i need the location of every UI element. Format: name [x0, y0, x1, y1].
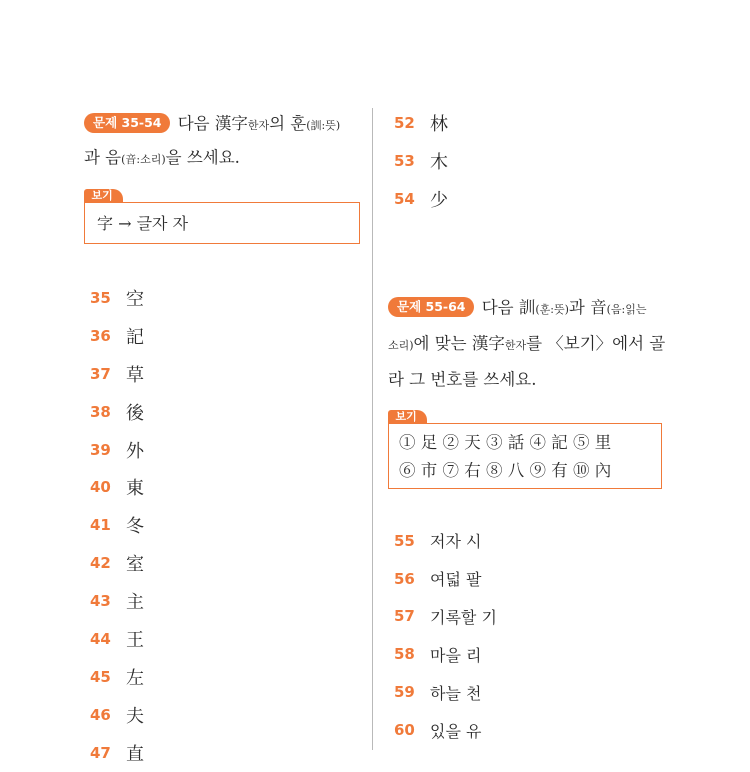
question-number: 42 — [90, 554, 111, 573]
problem-badge-55-64: 문제 55-64 — [388, 297, 474, 317]
instruction-text: 에 맞는 漢字 — [413, 333, 505, 353]
question-number: 46 — [90, 705, 111, 724]
question-hanja: 記 — [126, 326, 144, 348]
question-hanja: 直 — [126, 743, 144, 765]
question-list-55-60 — [388, 522, 666, 749]
question-meaning: 여덟 팔 — [430, 570, 482, 589]
question-item — [84, 620, 362, 658]
instruction-small: 소리) — [388, 338, 414, 352]
instruction-small: (훈:뜻) — [535, 302, 569, 316]
question-item — [388, 180, 666, 218]
problem-badge-35-54: 문제 35-54 — [84, 113, 170, 133]
question-item — [388, 104, 666, 142]
example-label: 보기 — [84, 189, 123, 203]
instruction-small: 한자 — [247, 119, 270, 132]
question-item — [388, 522, 666, 560]
question-hanja: 少 — [430, 189, 448, 211]
question-item — [388, 597, 666, 635]
question-number: 44 — [90, 629, 111, 648]
right-column — [388, 104, 666, 749]
question-hanja: 草 — [126, 364, 144, 386]
question-item — [84, 431, 362, 469]
question-hanja: 主 — [126, 592, 144, 614]
question-number: 58 — [394, 645, 415, 664]
instruction-text: 과 音 — [568, 297, 607, 317]
example-choices-row-1: ① 足 ② 天 ③ 話 ④ 記 ⑤ 里 — [399, 432, 612, 452]
instruction-line-1 — [388, 291, 666, 327]
instruction-text: 를 〈보기〉에서 골 — [526, 333, 666, 353]
question-number: 57 — [394, 607, 415, 626]
instruction-text: 을 쓰세요. — [165, 148, 240, 167]
question-hanja: 林 — [430, 113, 448, 135]
question-number: 47 — [90, 743, 111, 762]
question-number: 45 — [90, 667, 111, 686]
question-meaning: 마을 리 — [430, 645, 482, 665]
question-item — [84, 658, 362, 696]
question-hanja: 東 — [126, 478, 144, 500]
example-text: 字 → 글자 자 — [97, 214, 189, 233]
left-column — [84, 108, 362, 772]
section-35-54-instructions — [84, 108, 362, 176]
question-number: 59 — [394, 683, 415, 702]
question-hanja: 外 — [126, 440, 144, 462]
question-list-52-54 — [388, 104, 666, 218]
question-item — [84, 506, 362, 544]
question-meaning: 기록할 기 — [430, 607, 497, 627]
question-item — [84, 393, 362, 431]
question-item — [388, 711, 666, 749]
question-number: 56 — [394, 569, 415, 588]
instruction-text: 다음 漢字 — [172, 114, 248, 133]
example-box-1 — [84, 189, 360, 244]
instruction-small: 한자 — [504, 338, 527, 352]
instruction-text: 과 음 — [84, 148, 122, 167]
question-meaning: 있을 유 — [430, 721, 482, 741]
instruction-line-2 — [84, 142, 362, 176]
question-item — [388, 560, 666, 598]
question-hanja: 木 — [430, 151, 448, 173]
question-hanja: 左 — [126, 667, 144, 689]
question-item — [84, 317, 362, 355]
question-hanja: 室 — [126, 554, 144, 576]
question-number: 38 — [90, 402, 111, 421]
question-number: 35 — [90, 288, 111, 307]
question-item — [388, 673, 666, 711]
question-item — [84, 279, 362, 317]
question-item — [388, 142, 666, 180]
instruction-text: 다음 訓 — [476, 297, 536, 317]
example-choices — [389, 424, 661, 488]
question-hanja: 冬 — [126, 516, 144, 538]
example-choices-row-2: ⑥ 市 ⑦ 右 ⑧ 八 ⑨ 有 ⑩ 內 — [399, 460, 612, 480]
question-meaning: 저자 시 — [430, 532, 482, 552]
question-number: 52 — [394, 113, 415, 132]
instruction-line-3: 라 그 번호를 쓰세요. — [388, 369, 537, 389]
instruction-line-1 — [84, 108, 362, 142]
instruction-small: (訓:뜻) — [306, 119, 341, 132]
question-number: 40 — [90, 478, 111, 497]
instruction-small: (음:읽는 — [606, 302, 647, 316]
question-number: 39 — [90, 440, 111, 459]
example-label: 보기 — [388, 410, 427, 424]
question-hanja: 王 — [126, 629, 144, 651]
question-number: 53 — [394, 151, 415, 170]
question-number: 55 — [394, 531, 415, 550]
instruction-text: 의 훈 — [269, 114, 307, 133]
question-item — [84, 468, 362, 506]
question-hanja: 空 — [126, 288, 144, 310]
instruction-small: (音:소리) — [121, 153, 166, 166]
question-hanja: 夫 — [126, 705, 144, 727]
example-box-2 — [388, 409, 662, 489]
column-divider — [372, 108, 373, 750]
question-number: 36 — [90, 326, 111, 345]
question-meaning: 하늘 천 — [430, 683, 482, 703]
question-number: 41 — [90, 516, 111, 535]
question-hanja: 後 — [126, 402, 144, 424]
question-item — [84, 734, 362, 772]
question-number: 37 — [90, 364, 111, 383]
instruction-line-2 — [388, 327, 666, 363]
question-item — [388, 635, 666, 673]
question-item — [84, 544, 362, 582]
question-list-35-47 — [84, 279, 362, 772]
question-number: 60 — [394, 721, 415, 740]
question-item — [84, 582, 362, 620]
question-item — [84, 355, 362, 393]
question-number: 54 — [394, 189, 415, 208]
section-55-64-instructions — [388, 291, 666, 397]
question-number: 43 — [90, 592, 111, 611]
question-item — [84, 696, 362, 734]
